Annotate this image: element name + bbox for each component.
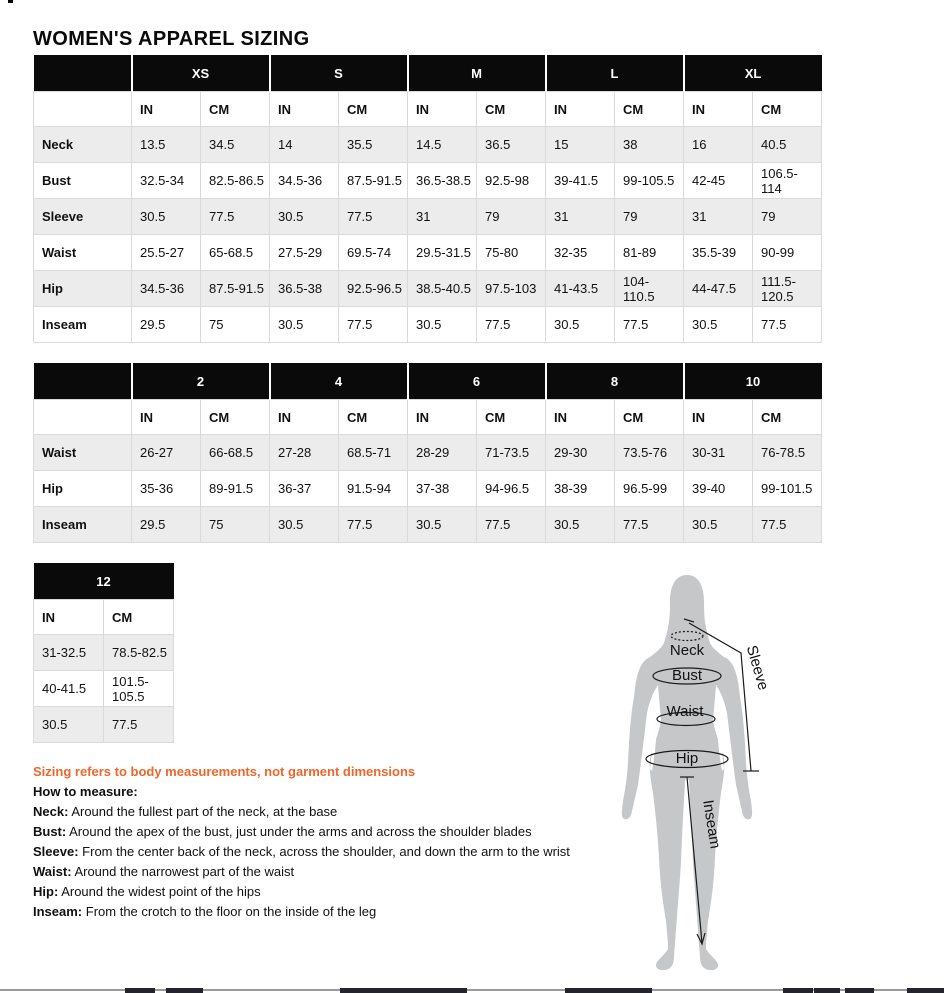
measurement-cell: 32.5-34	[132, 163, 201, 199]
measurement-cell: 29.5	[132, 307, 201, 343]
table-corner-cell	[34, 55, 132, 92]
bottom-edge-segment	[125, 988, 155, 993]
unit-header: IN	[546, 92, 615, 127]
sizing-table-size-12	[33, 563, 174, 743]
bottom-edge-segment	[565, 988, 652, 993]
measurement-cell: 35.5	[339, 127, 408, 163]
diagram-label-hip: Hip	[675, 750, 699, 767]
measurement-cell: 96.5-99	[615, 471, 684, 507]
size-header: M	[408, 55, 546, 92]
table-row	[34, 635, 174, 671]
measurement-cell: 30.5	[270, 307, 339, 343]
measurement-cell: 77.5	[477, 307, 546, 343]
measurement-cell: 77.5	[339, 507, 408, 543]
unit-header: IN	[270, 400, 339, 435]
measurement-cell: 25.5-27	[132, 235, 201, 271]
measurement-cell: 66-68.5	[201, 435, 270, 471]
measurement-cell: 75	[201, 307, 270, 343]
measurement-cell: 30.5	[132, 199, 201, 235]
unit-header: CM	[753, 92, 822, 127]
measurement-cell: 26-27	[132, 435, 201, 471]
unit-header: CM	[104, 600, 174, 635]
measurement-cell: 30.5	[408, 507, 477, 543]
measurement-cell: 34.5	[201, 127, 270, 163]
measurement-cell: 36.5-38.5	[408, 163, 477, 199]
measurement-cell: 101.5-105.5	[104, 671, 174, 707]
how-to-measure-heading: How to measure:	[33, 784, 138, 799]
row-label: Hip	[34, 271, 132, 307]
row-label: Neck	[34, 127, 132, 163]
unit-header: IN	[132, 92, 201, 127]
measurement-cell: 68.5-71	[339, 435, 408, 471]
bottom-edge-segment	[166, 988, 203, 993]
unit-header: IN	[34, 600, 104, 635]
page-edge-artifact	[8, 0, 13, 3]
measurement-cell: 30.5	[546, 307, 615, 343]
note-sleeve: Sleeve: From the center back of the neck, across the shoulder, and down the arm to the wrist	[33, 844, 570, 859]
row-label: Sleeve	[34, 199, 132, 235]
row-label: Inseam	[34, 307, 132, 343]
measurement-cell: 77.5	[477, 507, 546, 543]
measurement-cell: 81-89	[615, 235, 684, 271]
measurement-cell: 32-35	[546, 235, 615, 271]
note-waist: Waist: Around the narrowest part of the waist	[33, 864, 295, 879]
measurement-cell: 87.5-91.5	[201, 271, 270, 307]
measurement-cell: 27-28	[270, 435, 339, 471]
measurement-cell: 78.5-82.5	[104, 635, 174, 671]
measurement-cell: 13.5	[132, 127, 201, 163]
female-silhouette	[622, 575, 752, 970]
measurement-cell: 87.5-91.5	[339, 163, 408, 199]
measurement-cell: 30.5	[408, 307, 477, 343]
measurement-cell: 28-29	[408, 435, 477, 471]
measurement-cell: 35.5-39	[684, 235, 753, 271]
row-label: Waist	[34, 435, 132, 471]
measurement-cell: 75-80	[477, 235, 546, 271]
bottom-edge-segment	[907, 988, 944, 993]
measurement-cell: 15	[546, 127, 615, 163]
measurement-cell: 65-68.5	[201, 235, 270, 271]
unit-row-empty-cell	[34, 92, 132, 127]
measurement-cell: 34.5-36	[132, 271, 201, 307]
measurement-cell: 29-30	[546, 435, 615, 471]
measurement-cell: 79	[753, 199, 822, 235]
measurement-cell: 31	[546, 199, 615, 235]
size-12-table-container	[33, 563, 174, 743]
note-neck: Neck: Around the fullest part of the neck, at the base	[33, 804, 338, 819]
measurement-cell: 77.5	[753, 307, 822, 343]
size-header: 6	[408, 363, 546, 400]
measurement-cell: 30.5	[684, 307, 753, 343]
bottom-edge-segment	[783, 988, 813, 993]
table-row	[34, 199, 822, 235]
size-header: XL	[684, 55, 822, 92]
measurement-cell: 41-43.5	[546, 271, 615, 307]
measurement-cell: 79	[615, 199, 684, 235]
measurement-cell: 73.5-76	[615, 435, 684, 471]
measurement-cell: 44-47.5	[684, 271, 753, 307]
diagram-label-inseam: Inseam	[699, 798, 724, 850]
table-row	[34, 671, 174, 707]
row-label: Bust	[34, 163, 132, 199]
unit-header: IN	[684, 400, 753, 435]
measurement-cell: 36-37	[270, 471, 339, 507]
measurement-cell: 71-73.5	[477, 435, 546, 471]
measurement-cell: 36.5	[477, 127, 546, 163]
measurement-cell: 27.5-29	[270, 235, 339, 271]
unit-header: CM	[201, 92, 270, 127]
measurement-cell: 35-36	[132, 471, 201, 507]
measurement-cell: 77.5	[201, 199, 270, 235]
table-row	[34, 507, 822, 543]
measurement-cell: 36.5-38	[270, 271, 339, 307]
measurement-cell: 69.5-74	[339, 235, 408, 271]
measurement-cell: 31	[408, 199, 477, 235]
measurement-cell: 77.5	[615, 307, 684, 343]
measurement-cell: 106.5-114	[753, 163, 822, 199]
unit-header: IN	[132, 400, 201, 435]
unit-header: CM	[339, 400, 408, 435]
size-header: 2	[132, 363, 270, 400]
unit-header: IN	[546, 400, 615, 435]
size-header: L	[546, 55, 684, 92]
measurement-cell: 16	[684, 127, 753, 163]
measurement-cell: 39-40	[684, 471, 753, 507]
unit-header: CM	[477, 400, 546, 435]
measurement-cell: 92.5-98	[477, 163, 546, 199]
measurement-cell: 75	[201, 507, 270, 543]
measurement-notes	[33, 762, 633, 922]
table-row	[34, 707, 174, 743]
measurement-cell: 91.5-94	[339, 471, 408, 507]
table-row	[34, 163, 822, 199]
measurement-cell: 31-32.5	[34, 635, 104, 671]
measurement-cell: 34.5-36	[270, 163, 339, 199]
measurement-cell: 29.5-31.5	[408, 235, 477, 271]
unit-header: CM	[339, 92, 408, 127]
measurement-cell: 94-96.5	[477, 471, 546, 507]
size-header: S	[270, 55, 408, 92]
unit-header: CM	[615, 400, 684, 435]
measurement-cell: 77.5	[753, 507, 822, 543]
measurement-cell: 30.5	[684, 507, 753, 543]
measurement-cell: 40-41.5	[34, 671, 104, 707]
measurement-cell: 30-31	[684, 435, 753, 471]
size-header: XS	[132, 55, 270, 92]
diagram-label-neck: Neck	[669, 642, 705, 659]
measurement-cell: 31	[684, 199, 753, 235]
bottom-edge-segment	[814, 988, 840, 993]
size-header: 12	[34, 563, 174, 600]
numeric-size-table-container	[33, 363, 822, 543]
measurement-cell: 40.5	[753, 127, 822, 163]
sizing-table-letter-sizes	[33, 55, 822, 343]
letter-size-table-container	[33, 55, 822, 343]
note-bust: Bust: Around the apex of the bust, just under the arms and across the shoulder blades	[33, 824, 532, 839]
note-inseam: Inseam: From the crotch to the floor on the inside of the leg	[33, 904, 377, 919]
page-title: WOMEN'S APPAREL SIZING	[33, 28, 310, 50]
measurement-cell: 38-39	[546, 471, 615, 507]
measurement-cell: 82.5-86.5	[201, 163, 270, 199]
measurement-cell: 29.5	[132, 507, 201, 543]
bottom-edge-segment	[845, 988, 874, 993]
measurement-cell: 14.5	[408, 127, 477, 163]
measurement-cell: 90-99	[753, 235, 822, 271]
diagram-label-bust: Bust	[671, 667, 703, 684]
row-label: Inseam	[34, 507, 132, 543]
measurement-cell: 39-41.5	[546, 163, 615, 199]
unit-header: IN	[408, 400, 477, 435]
unit-row-empty-cell	[34, 400, 132, 435]
table-row	[34, 271, 822, 307]
size-header: 8	[546, 363, 684, 400]
measurement-cell: 77.5	[104, 707, 174, 743]
diagram-label-waist: Waist	[666, 703, 704, 720]
table-row	[34, 471, 822, 507]
measurement-cell: 99-101.5	[753, 471, 822, 507]
row-label: Hip	[34, 471, 132, 507]
unit-header: IN	[270, 92, 339, 127]
table-corner-cell	[34, 363, 132, 400]
measurement-cell: 38.5-40.5	[408, 271, 477, 307]
measurement-cell: 92.5-96.5	[339, 271, 408, 307]
measurement-cell: 30.5	[270, 507, 339, 543]
size-header: 4	[270, 363, 408, 400]
measurement-cell: 30.5	[546, 507, 615, 543]
unit-header: CM	[753, 400, 822, 435]
measurement-cell: 38	[615, 127, 684, 163]
unit-header: IN	[408, 92, 477, 127]
table-row	[34, 307, 822, 343]
measurement-cell: 37-38	[408, 471, 477, 507]
unit-header: CM	[201, 400, 270, 435]
table-row	[34, 127, 822, 163]
measurement-cell: 97.5-103	[477, 271, 546, 307]
diagram-label-sleeve: Sleeve	[742, 643, 772, 693]
measurement-cell: 77.5	[615, 507, 684, 543]
measurement-cell: 111.5-120.5	[753, 271, 822, 307]
sizing-note: Sizing refers to body measurements, not garment dimensions	[33, 764, 416, 779]
size-header: 10	[684, 363, 822, 400]
body-measurement-diagram	[610, 563, 794, 981]
note-hip: Hip: Around the widest point of the hips	[33, 884, 261, 899]
row-label: Waist	[34, 235, 132, 271]
unit-header: CM	[477, 92, 546, 127]
measurement-cell: 104-110.5	[615, 271, 684, 307]
measurement-cell: 77.5	[339, 199, 408, 235]
measurement-cell: 99-105.5	[615, 163, 684, 199]
unit-header: CM	[615, 92, 684, 127]
measurement-cell: 89-91.5	[201, 471, 270, 507]
sizing-table-numeric-sizes	[33, 363, 822, 543]
measurement-cell: 79	[477, 199, 546, 235]
measurement-cell: 76-78.5	[753, 435, 822, 471]
unit-header: IN	[684, 92, 753, 127]
bottom-edge-segment	[340, 988, 467, 993]
measurement-cell: 30.5	[34, 707, 104, 743]
measurement-cell: 42-45	[684, 163, 753, 199]
measurement-cell: 14	[270, 127, 339, 163]
measurement-cell: 30.5	[270, 199, 339, 235]
table-row	[34, 435, 822, 471]
measurement-cell: 77.5	[339, 307, 408, 343]
table-row	[34, 235, 822, 271]
